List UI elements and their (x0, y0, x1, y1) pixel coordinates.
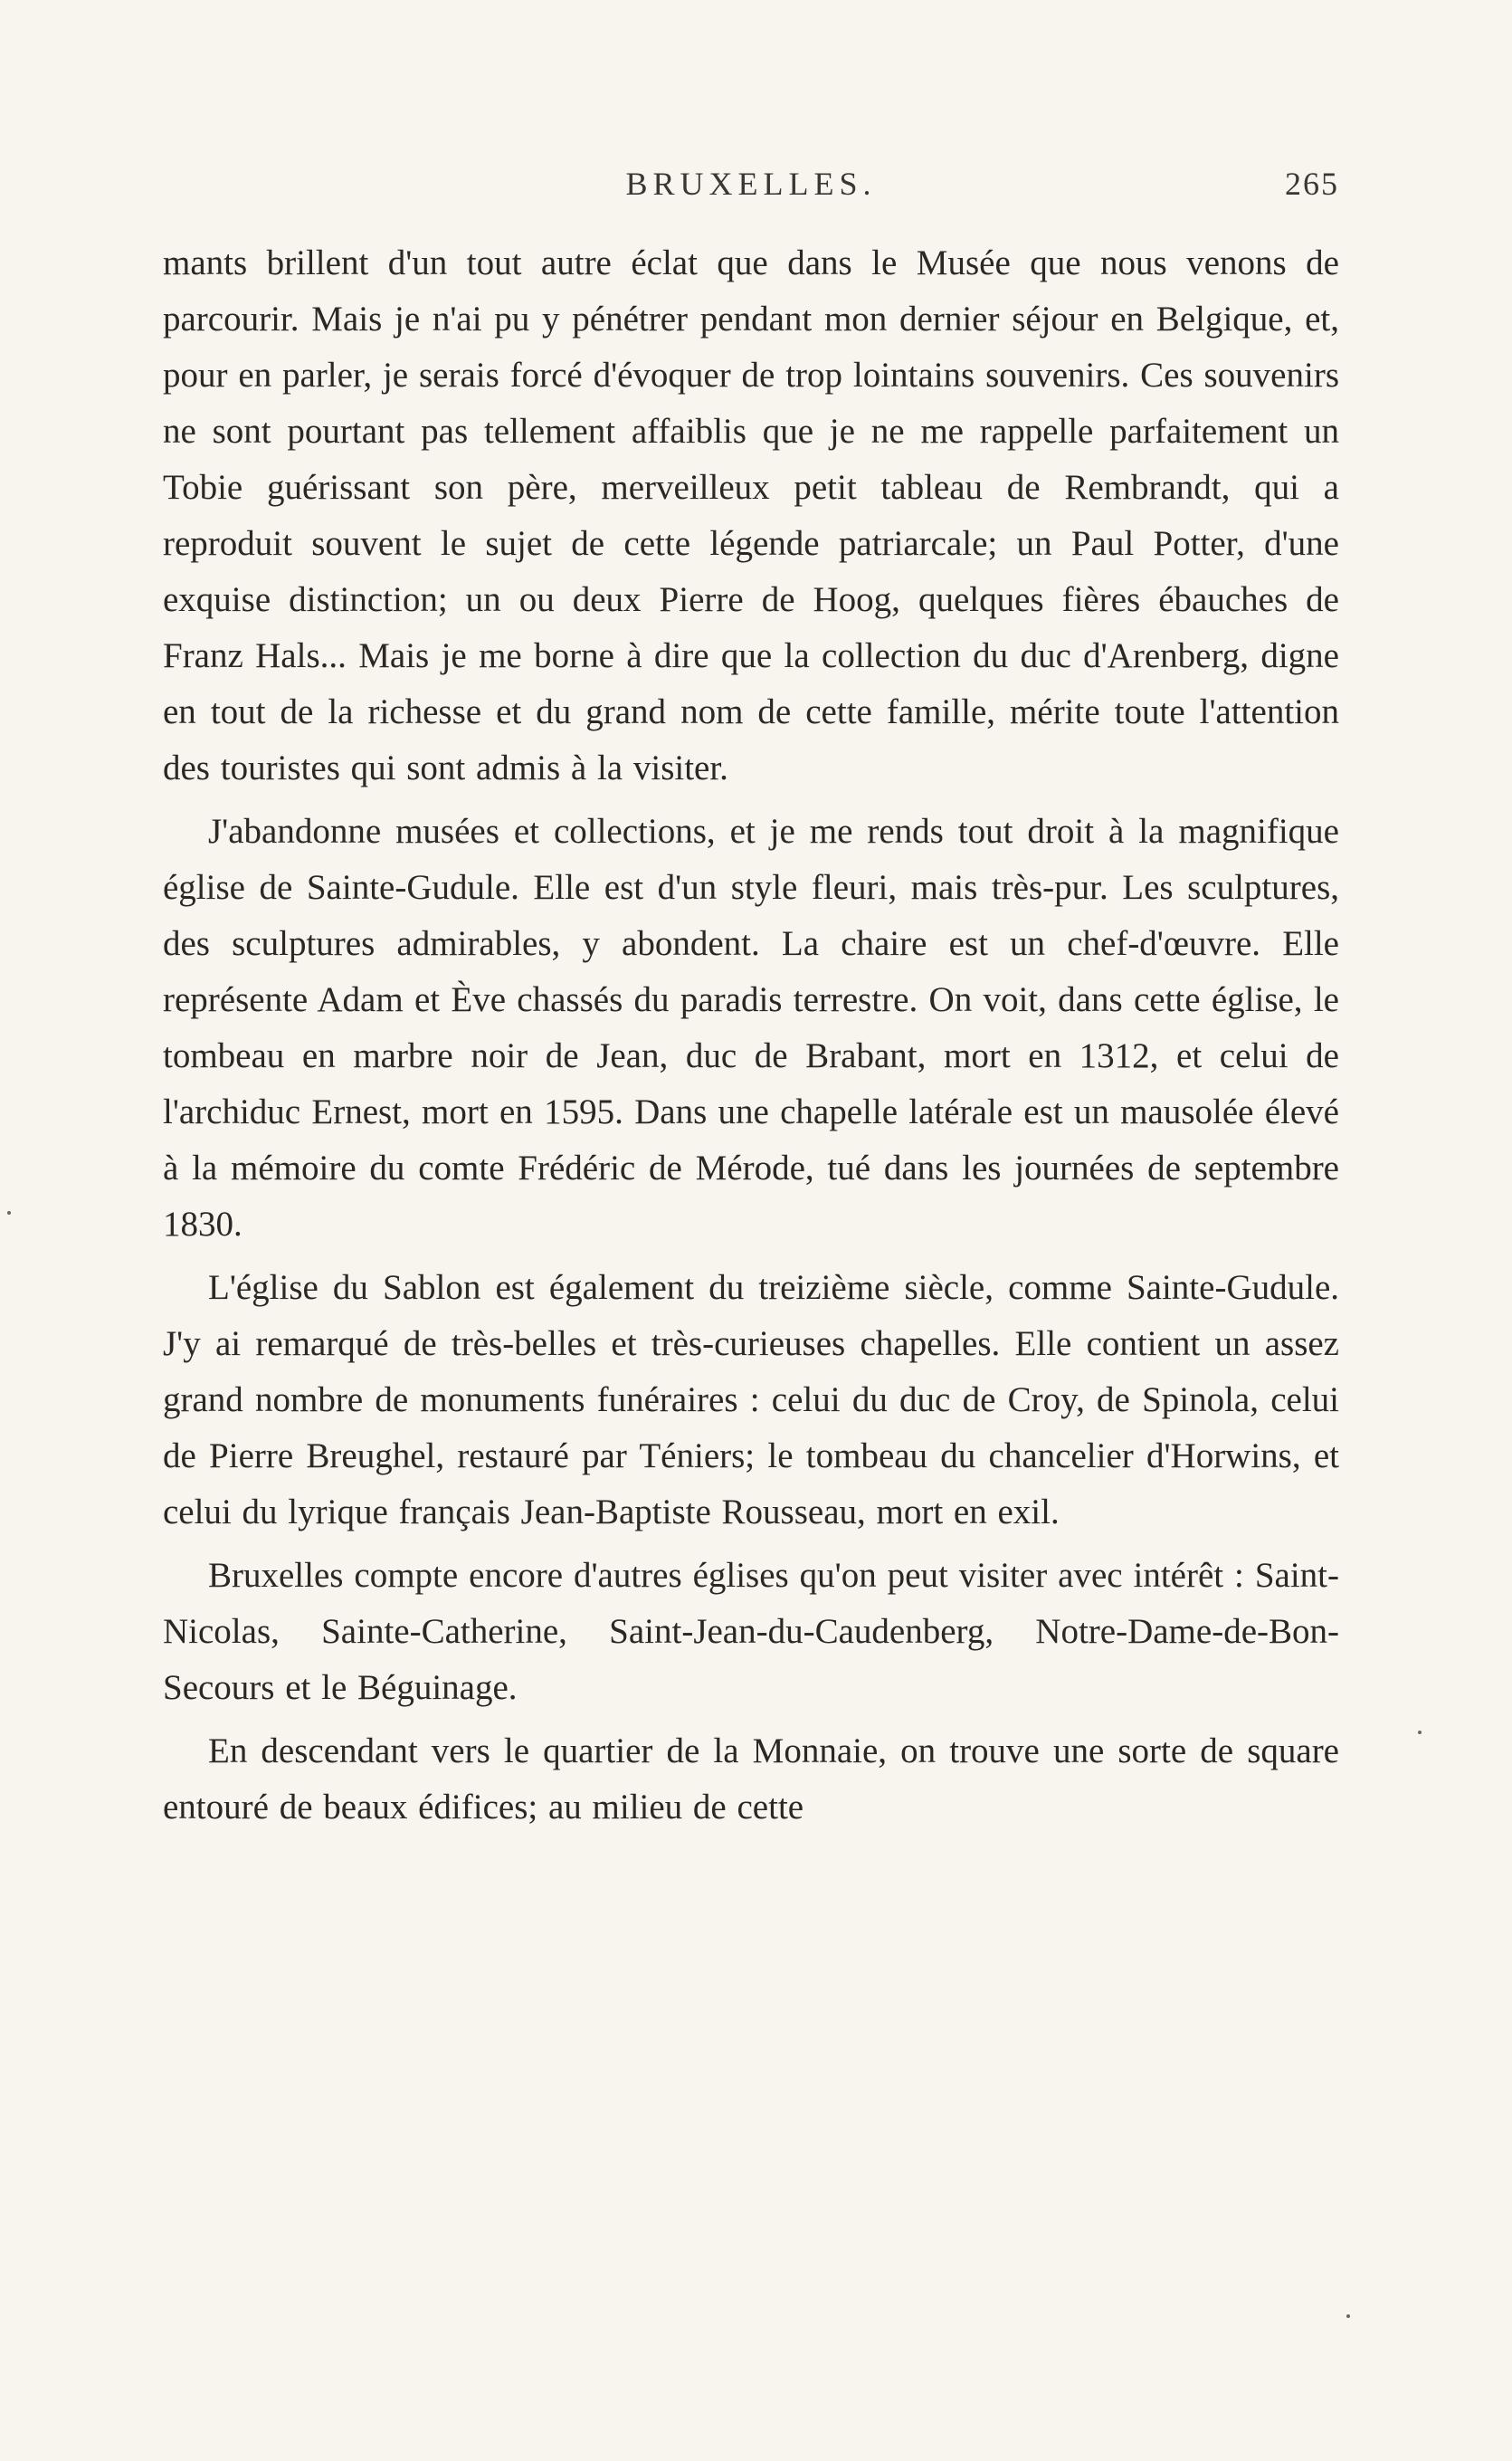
running-title: BRUXELLES. (625, 166, 877, 202)
paper-speck (1418, 1731, 1422, 1734)
paragraph-2: J'abandonne musées et collections, et je me rends tout droit à la magnifique église de Sainte-Gudule. Elle est d'un style fleuri, mais très-pur. Les sculptures, des sculptures admirables, y abondent. La chaire est un chef-d'œuvre. Elle représente Adam et Ève chassés du paradis terrestre. On voit, dans cette église, le tombeau en marbre noir de Jean, duc de Brabant, mort en 1312, et celui de l'archiduc Ernest, mort en 1595. Dans une chapelle latérale est un mausolée élevé à la mémoire du comte Frédéric de Mérode, tué dans les journées de septembre 1830. (163, 812, 1339, 1244)
paper-speck (7, 1211, 11, 1215)
paragraph-1: mants brillent d'un tout autre éclat que dans le Musée que nous venons de parcourir. Mais je n'ai pu y pénétrer pendant mon dernier séjour en Belgique, et, pour en parler, je serais forcé d'évoquer de trop lointains souvenirs. Ces souvenirs ne sont pourtant pas tellement affaiblis que je ne me rappelle parfaitement un Tobie guérissant son père, merveilleux petit tableau de Rembrandt, qui a reproduit souvent le sujet de cette légende patriarcale; un Paul Potter, d'une exquise distinction; un ou deux Pierre de Hoog, quelques fières ébauches de Franz Hals... Mais je me borne à dire que la collection du duc d'Arenberg, digne en tout de la richesse et du grand nom de cette famille, mérite toute l'attention des touristes qui sont admis à la visiter. (163, 243, 1339, 787)
page-number: 265 (1285, 166, 1339, 202)
body-text (163, 235, 1339, 1836)
page-header (163, 165, 1339, 210)
paper-speck (1346, 2314, 1350, 2318)
paragraph-4: Bruxelles compte encore d'autres églises qu'on peut visiter avec intérêt : Saint-Nicolas, Sainte-Catherine, Saint-Jean-du-Caudenberg, Notre-Dame-de-Bon-Secours et le Béguinage. (163, 1556, 1339, 1707)
paragraph-3: L'église du Sablon est également du treizième siècle, comme Sainte-Gudule. J'y ai remarqué de très-belles et très-curieuses chapelles. Elle contient un assez grand nombre de monuments funéraires : celui du duc de Croy, de Spinola, celui de Pierre Breughel, restauré par Téniers; le tombeau du chancelier d'Horwins, et celui du lyrique français Jean-Baptiste Rousseau, mort en exil. (163, 1268, 1339, 1531)
paragraph-5: En descendant vers le quartier de la Monnaie, on trouve une sorte de square entouré de beaux édifices; au milieu de cette (163, 1731, 1339, 1827)
